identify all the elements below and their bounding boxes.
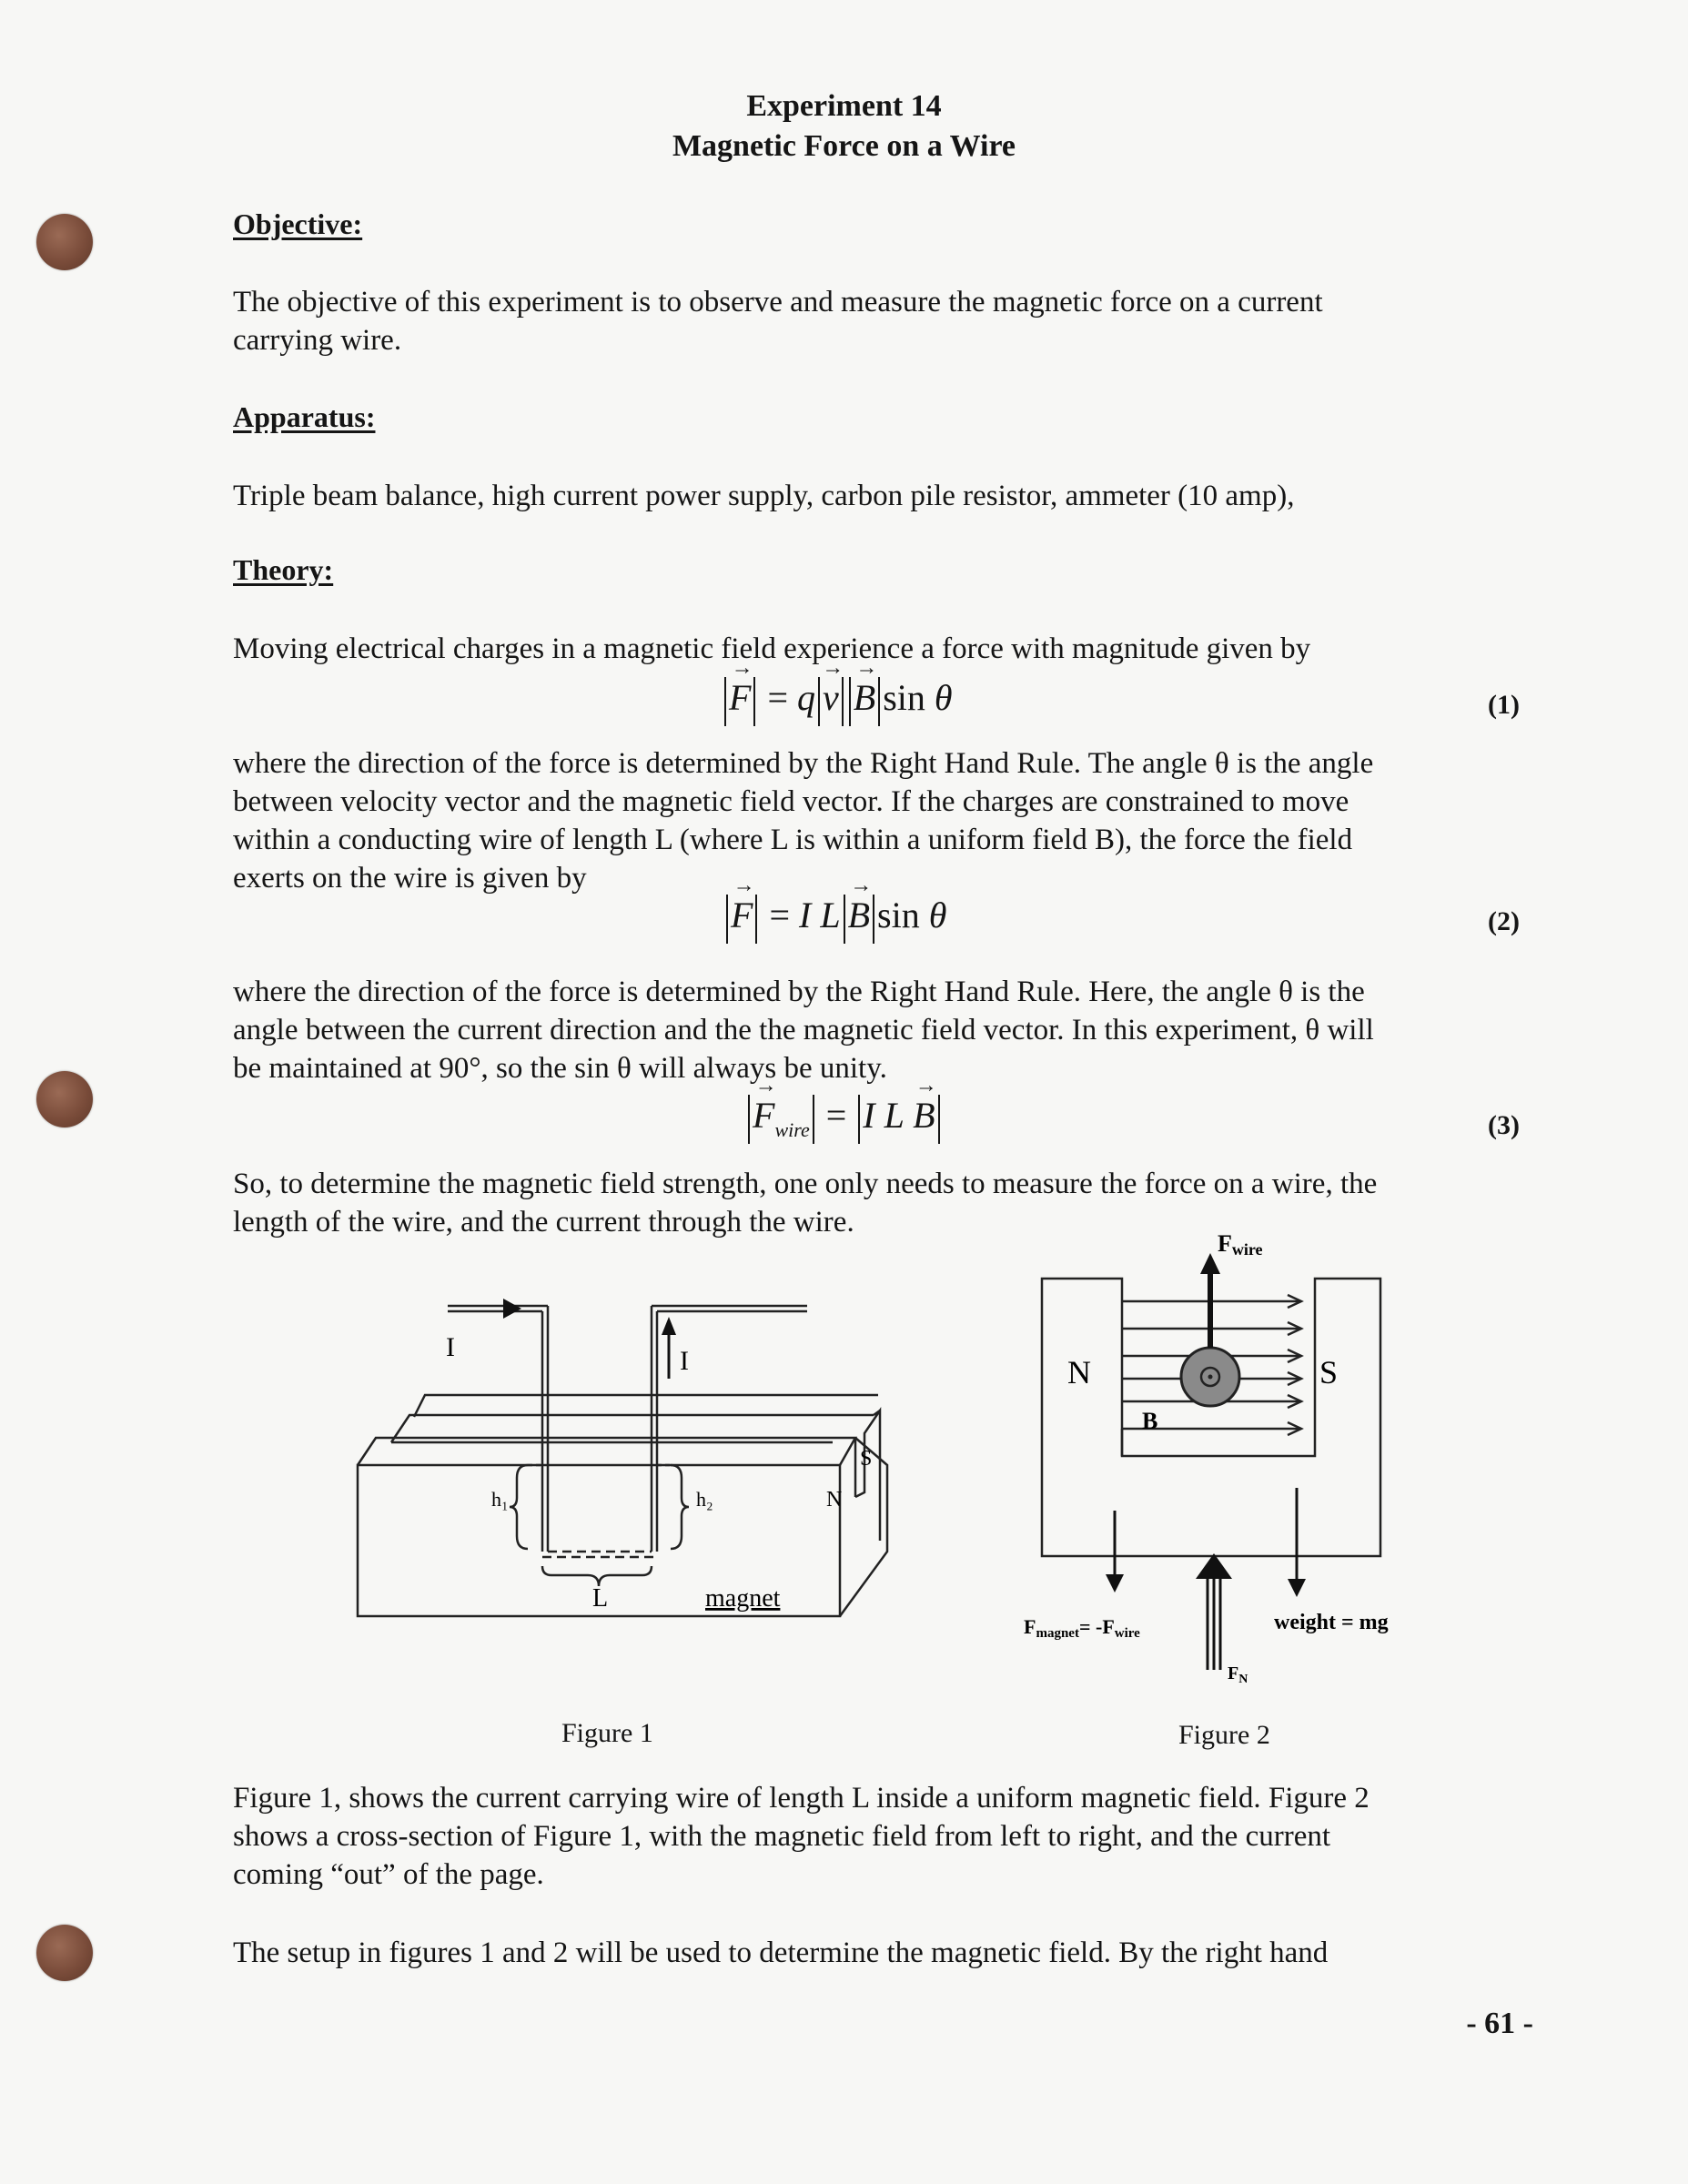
fig2-label-S: S <box>1319 1354 1339 1390</box>
objective-heading: Objective: <box>233 207 363 240</box>
current-arrow-icon <box>503 1299 521 1319</box>
fig1-label-I-right: I <box>680 1346 689 1376</box>
equation-3: → $F_{wire} = I$ L → B <box>745 1094 943 1144</box>
theory-heading: Theory: <box>233 553 334 586</box>
punch-hole-top <box>36 214 93 270</box>
after-eq2-text: where the direction of the force is determined by the Right Hand Rule. Here, the angle θ is the angle between the current direction and the the magnetic field vector. In this experiment, θ will be maintained at 90°, so the sin θ will always be unity. <box>233 976 1374 1085</box>
figure-2-caption: Figure 2 <box>1178 1720 1270 1750</box>
weight-arrow-icon <box>1288 1579 1306 1597</box>
punch-hole-bottom <box>36 1925 93 1981</box>
fig2-label-fmagnet: Fmagnet= -Fwire <box>1024 1615 1140 1641</box>
apparatus-text: Triple beam balance, high current power supply, carbon pile resistor, ammeter (10 amp), <box>233 480 1295 512</box>
equation-2: → F = I L→ B sin θ <box>723 894 946 944</box>
last-line-text: The setup in figures 1 and 2 will be used to determine the magnetic field. By the right hand <box>233 1936 1329 1969</box>
figure-2 <box>1015 1224 1442 1688</box>
fig1-label-magnet: magnet <box>705 1584 781 1613</box>
fig2-label-fwire: Fwire <box>1218 1230 1263 1259</box>
page-title <box>0 86 1688 167</box>
force-magnet-arrow-icon <box>1106 1574 1124 1592</box>
equation-2-number: (2) <box>1488 906 1520 936</box>
after-eq1-text: where the direction of the force is determined by the Right Hand Rule. The angle θ is the angle between velocity vector and the magnetic field vector. If the charges are constrained to move within a conducting wire of length L (where L is within a uniform field B), the force the field exerts on the wire is given by <box>233 747 1374 895</box>
fig2-label-fn: $F_N$ <box>1228 1663 1248 1686</box>
figure-1-caption: Figure 1 <box>561 1718 653 1748</box>
fig2-label-weight: weight = mg <box>1274 1611 1389 1634</box>
fig1-label-h2: h₂ <box>696 1488 713 1511</box>
current-arrow-up-icon <box>662 1317 676 1335</box>
fig2-label-B: B <box>1142 1408 1158 1434</box>
theory-intro: Moving electrical charges in a magnetic field experience a force with magnitude given by <box>233 632 1311 665</box>
title-line-2: Magnetic Force on a Wire <box>672 129 1016 163</box>
equation-1: → F = q→ v→ B sin θ <box>722 676 953 726</box>
figure-1 <box>341 1279 873 1643</box>
fig1-label-I-left: I <box>446 1332 455 1362</box>
fig1-label-N: N <box>826 1488 843 1512</box>
equation-1-number: (1) <box>1488 690 1520 720</box>
apparatus-heading: Apparatus: <box>233 400 376 433</box>
fig2-label-N: N <box>1067 1354 1091 1390</box>
after-eq3-text: So, to determine the magnetic field strength, one only needs to measure the force on a wire, the length of the wire, and the current through the wire. <box>233 1168 1378 1239</box>
page-number: - 61 - <box>1466 2007 1533 2040</box>
fig1-label-S: S <box>860 1447 873 1471</box>
title-line-1: Experiment 14 <box>746 89 942 123</box>
fig1-label-h1: h₁ <box>491 1488 509 1511</box>
equation-3-number: (3) <box>1488 1110 1520 1140</box>
objective-text: The objective of this experiment is to observe and measure the magnetic force on a current carrying wire. <box>233 286 1323 357</box>
figures-description: Figure 1, shows the current carrying wire of length L inside a uniform magnetic field. Figure 2 shows a cross-section of Figure 1, with the magnetic field from left to right, and the current coming “out” of the page. <box>233 1782 1370 1891</box>
fig1-label-L: L <box>592 1584 609 1613</box>
punch-hole-middle <box>36 1071 93 1127</box>
